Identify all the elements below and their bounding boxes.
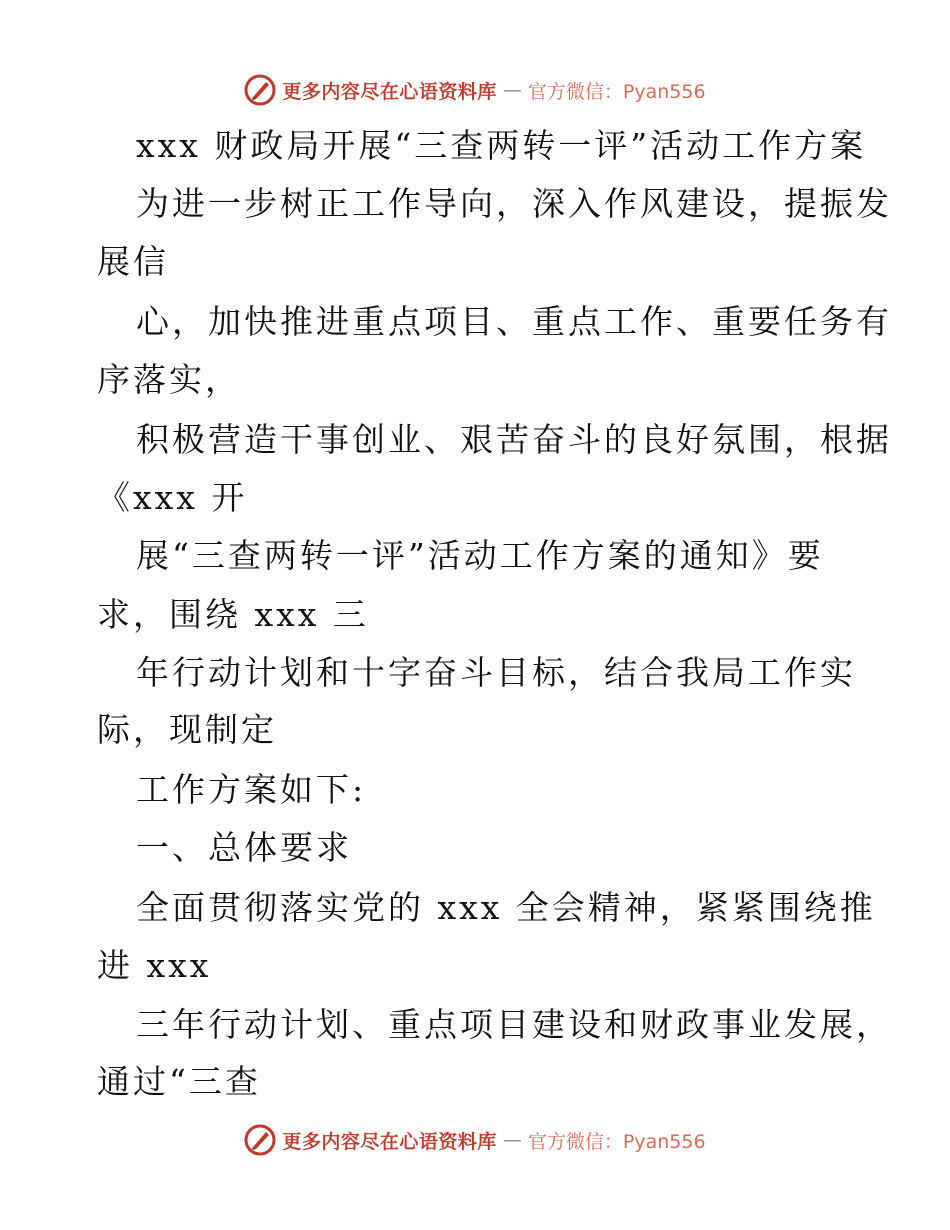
paragraph-line: 展信 — [97, 242, 169, 281]
paragraph-line: 序落实， — [97, 360, 241, 399]
banner-separator: — — [502, 1129, 522, 1151]
paragraph-line: 工作方案如下: — [136, 770, 367, 809]
paragraph-line: 通过“三查 — [97, 1062, 261, 1101]
paragraph-line: 三年行动计划、重点项目建设和财政事业发展， — [136, 1005, 892, 1044]
paragraph-line: 进 xxx — [97, 946, 212, 985]
pen-logo-icon — [244, 1124, 276, 1156]
paragraph-line: 《xxx 开 — [97, 478, 248, 517]
paragraph-line: 年行动计划和十字奋斗目标，结合我局工作实 — [136, 653, 856, 692]
paragraph-line: 心，加快推进重点项目、重点工作、重要任务有 — [136, 302, 892, 341]
paragraph-line: 积极营造干事创业、艰苦奋斗的良好氛围，根据 — [136, 420, 892, 459]
pen-logo-icon — [244, 74, 276, 106]
paragraph-line: 际，现制定 — [97, 710, 277, 749]
header-banner — [0, 70, 950, 110]
section-heading: 一、总体要求 — [136, 828, 352, 867]
banner-wechat: 官方微信：Pyan556 — [527, 1130, 706, 1153]
footer-banner — [0, 1120, 950, 1160]
banner-wechat: 官方微信：Pyan556 — [527, 80, 706, 103]
paragraph-line: 为进一步树正工作导向，深入作风建设，提振发 — [136, 184, 892, 223]
banner-title: 更多内容尽在心语资料库 — [282, 80, 497, 103]
paragraph-line: 全面贯彻落实党的 xxx 全会精神，紧紧围绕推 — [136, 888, 876, 927]
banner-title: 更多内容尽在心语资料库 — [282, 1130, 497, 1153]
document-title: xxx 财政局开展“三查两转一评”活动工作方案 — [136, 126, 867, 165]
banner-separator: — — [502, 79, 522, 101]
paragraph-line: 展“三查两转一评”活动工作方案的通知》要 — [136, 536, 824, 575]
paragraph-line: 求，围绕 xxx 三 — [97, 595, 369, 634]
